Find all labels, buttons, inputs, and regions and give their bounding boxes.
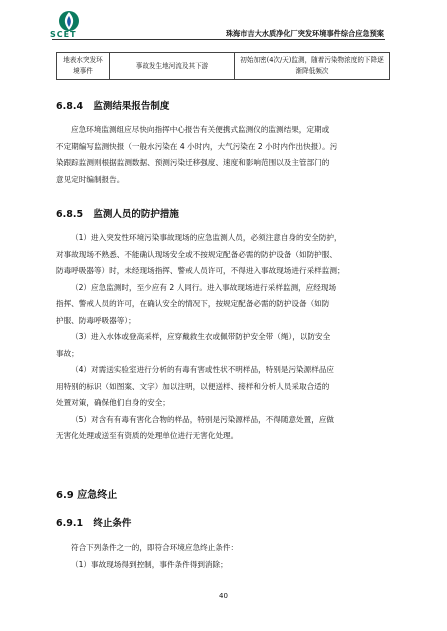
text-line: （1）进入突发性环境污染事故现场的应急监测人员，必须注意自身的安全防护，: [71, 233, 342, 242]
section-number: 6.8.4: [56, 101, 84, 112]
text-line: 指挥、警戒人员的许可，在确认安全的情况下，按规定配备必需的防护设备（如防: [56, 299, 330, 308]
section-title: 终止条件: [93, 518, 132, 529]
section-heading-6-9-1: [56, 515, 131, 529]
text-line: 染跟踪监测则根据监测数据、预测污染迁移强度、速度和影响范围以及主管部门的: [56, 158, 330, 167]
table-cell: 地表水突发环境事件: [57, 53, 110, 80]
text-line: 事故；: [56, 348, 79, 358]
section-heading-6-8-5: [56, 206, 179, 220]
text-line: 不定期编写监测快报（一般水污染在 4 小时内，大气污染在 2 小时内作出快报）。污: [56, 141, 338, 151]
section-number: 6.8.5: [56, 209, 84, 220]
text-line: 用特别的标识（如图案、文字）加以注明，以便送样、接样和分析人员采取合适的: [56, 381, 330, 391]
text-line: 应急环境监测组应尽快向指挥中心报告有关便携式监测仪的监测结果，定期或: [71, 125, 330, 134]
text-line: （4）对需送实验室进行分析的有毒有害或性状不明样品，特别是污染源样品应: [71, 365, 335, 374]
section-heading-6-8-4: [56, 98, 169, 112]
header-rule: [52, 39, 385, 40]
text-line: （2）应急监测时，至少应有 2 人同行。进入事故现场进行采样监测，应经现场: [71, 282, 337, 292]
section-heading-6-9: 6.9 应急终止: [56, 490, 118, 501]
text-line: （3）进入水体或登高采样，应穿戴救生衣或佩带防护安全带（绳），以防安全: [71, 332, 331, 341]
text-line: 无害化处理或送至有资质的处理单位进行无害化处理。: [56, 431, 239, 440]
paragraph-6-8-5: [56, 230, 391, 445]
section-title: 监测结果报告制度: [93, 101, 170, 112]
text-line: 护服、防毒呼吸器等）；: [56, 315, 136, 325]
section-number: 6.9.1: [56, 518, 84, 529]
page-number: 40: [219, 592, 228, 600]
text-line: 意见定时编制报告。: [56, 174, 125, 184]
text-line: （5）对含有有毒有害化合物的样品，特别是污染源样品，不得随意处置，应做: [71, 414, 335, 424]
text-line: （1）事故现场得到控制，事件条件得到消除；: [71, 559, 228, 569]
text-line: 符合下列条件之一的，即符合环境应急终止条件：: [71, 543, 239, 552]
text-line: 防毒呼吸器等）时，未经现场指挥、警戒人员许可，不得进入事故现场进行采样监测；: [56, 266, 345, 275]
table-cell: 事故发生地河流及其下游: [110, 53, 235, 80]
text-line: 对事故现场不熟悉、不能确认现场安全或不按规定配备必需的防护设备（如防护服、: [56, 249, 337, 259]
paragraph-6-9-1: [56, 540, 391, 573]
paragraph-6-8-4: [56, 122, 391, 188]
logo-text: SCET: [50, 30, 77, 39]
header-title: 珠海市吉大水质净化厂突发环境事件综合应急预案: [225, 29, 384, 38]
table-row: [57, 53, 390, 80]
text-line: 处置对策，确保他们自身的安全；: [56, 398, 170, 407]
monitoring-table: [56, 52, 390, 80]
table-cell: 初始加密(4次/天)监测，随着污染物浓度的下降逐渐降低频次: [235, 53, 390, 80]
section-title: 监测人员的防护措施: [93, 209, 179, 220]
